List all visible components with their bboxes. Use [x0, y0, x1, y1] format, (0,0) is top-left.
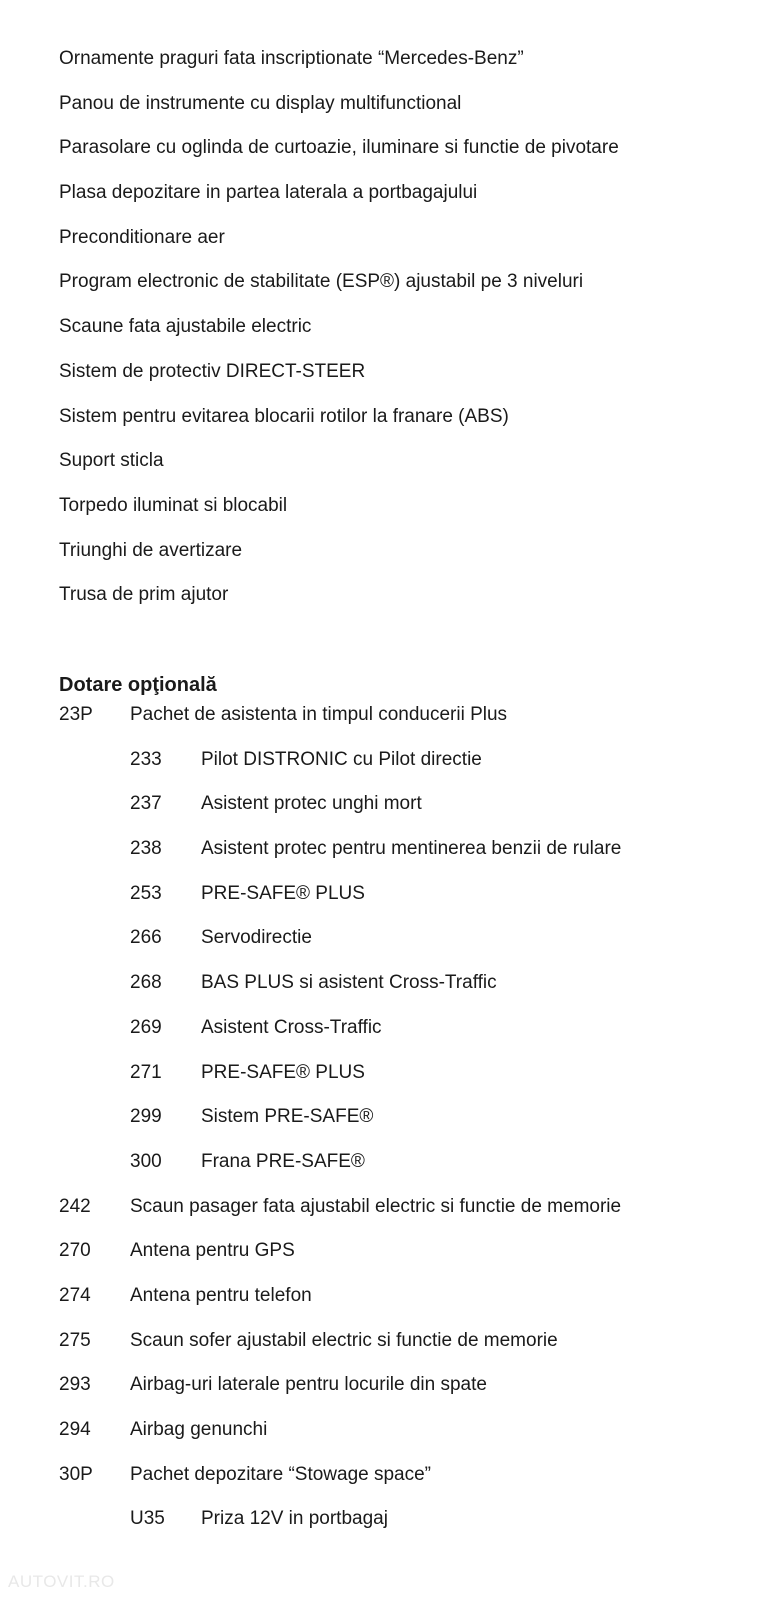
- option-description: Scaun pasager fata ajustabil electric si functie de memorie: [130, 1195, 622, 1217]
- option-description: Sistem PRE-SAFE®: [201, 1106, 374, 1128]
- option-code: 299: [130, 1106, 162, 1128]
- option-row: [59, 700, 621, 745]
- option-description: PRE-SAFE® PLUS: [201, 882, 365, 904]
- option-row: [59, 1370, 621, 1415]
- option-subitem-row: [59, 1147, 621, 1192]
- standard-equipment-item: Ornamente praguri fata inscriptionate “Mercedes-Benz”: [59, 48, 524, 69]
- option-description: Pachet de asistenta in timpul conducerii Plus: [130, 704, 508, 725]
- option-code: 270: [59, 1240, 91, 1262]
- option-subitem-row: [59, 834, 621, 879]
- standard-equipment-item: Panou de instrumente cu display multifunctional: [59, 92, 462, 114]
- standard-equipment-item: Sistem de protectiv DIRECT-STEER: [59, 360, 366, 382]
- option-row: [59, 1415, 621, 1460]
- option-description: PRE-SAFE® PLUS: [201, 1061, 365, 1083]
- optional-equipment-heading: Dotare opţională: [59, 674, 217, 696]
- option-code: 269: [130, 1016, 162, 1038]
- standard-equipment-item: Triunghi de avertizare: [59, 539, 243, 561]
- standard-equipment-item: Scaune fata ajustabile electric: [59, 316, 312, 338]
- option-subitem-row: [59, 745, 621, 790]
- option-description: BAS PLUS si asistent Cross-Traffic: [201, 972, 497, 994]
- option-code: 238: [130, 838, 162, 860]
- option-description: Asistent protec unghi mort: [201, 793, 422, 815]
- option-row: [59, 1236, 621, 1281]
- option-description: Asistent Cross-Traffic: [201, 1016, 382, 1038]
- option-code: 23P: [59, 704, 93, 725]
- option-subitem-row: [59, 1504, 621, 1549]
- optional-equipment-list: [59, 700, 621, 1549]
- option-row: [59, 1281, 621, 1326]
- standard-equipment-item: Program electronic de stabilitate (ESP®) ajustabil pe 3 niveluri: [59, 271, 584, 293]
- option-row: [59, 1192, 621, 1237]
- option-description: Scaun sofer ajustabil electric si functie de memorie: [130, 1329, 558, 1351]
- standard-equipment-item: Plasa depozitare in partea laterala a portbagajului: [59, 182, 478, 204]
- option-row: [59, 1460, 621, 1505]
- option-description: Airbag-uri laterale pentru locurile din spate: [130, 1374, 487, 1396]
- option-description: Priza 12V in portbagaj: [201, 1508, 388, 1530]
- option-subitem-row: [59, 1013, 621, 1058]
- option-subitem-row: [59, 1102, 621, 1147]
- standard-equipment-item: Suport sticla: [59, 450, 164, 472]
- option-subitem-row: [59, 1058, 621, 1103]
- option-row: [59, 1326, 621, 1371]
- watermark-logo: AUTOVIT.RO: [8, 1572, 115, 1591]
- option-description: Frana PRE-SAFE®: [201, 1150, 365, 1172]
- option-code: 271: [130, 1061, 162, 1083]
- option-code: 293: [59, 1374, 91, 1396]
- option-subitem-row: [59, 789, 621, 834]
- option-code: 253: [130, 882, 162, 904]
- option-description: Servodirectie: [201, 927, 312, 949]
- standard-equipment-list: [59, 44, 619, 625]
- option-code: 266: [130, 927, 162, 949]
- option-description: Pachet depozitare “Stowage space”: [130, 1463, 432, 1485]
- option-code: U35: [130, 1508, 165, 1530]
- option-code: 300: [130, 1150, 162, 1172]
- standard-equipment-item: Preconditionare aer: [59, 226, 225, 248]
- option-subitem-row: [59, 923, 621, 968]
- standard-equipment-item: Trusa de prim ajutor: [59, 584, 229, 606]
- standard-equipment-item: Parasolare cu oglinda de curtoazie, iluminare si functie de pivotare: [59, 137, 619, 159]
- option-code: 237: [130, 793, 162, 815]
- option-code: 233: [130, 748, 162, 770]
- option-code: 268: [130, 972, 162, 994]
- option-code: 242: [59, 1195, 91, 1217]
- option-code: 30P: [59, 1463, 93, 1485]
- option-code: 274: [59, 1284, 91, 1306]
- option-description: Asistent protec pentru mentinerea benzii de rulare: [201, 838, 622, 860]
- option-description: Antena pentru telefon: [130, 1284, 312, 1306]
- standard-equipment-item: Torpedo iluminat si blocabil: [59, 494, 288, 516]
- option-subitem-row: [59, 879, 621, 924]
- option-code: 294: [59, 1419, 91, 1440]
- standard-equipment-item: Sistem pentru evitarea blocarii rotilor la franare (ABS): [59, 405, 509, 427]
- option-subitem-row: [59, 968, 621, 1013]
- option-description: Airbag genunchi: [130, 1419, 268, 1440]
- option-code: 275: [59, 1329, 91, 1351]
- option-description: Pilot DISTRONIC cu Pilot directie: [201, 748, 482, 770]
- option-description: Antena pentru GPS: [130, 1240, 295, 1262]
